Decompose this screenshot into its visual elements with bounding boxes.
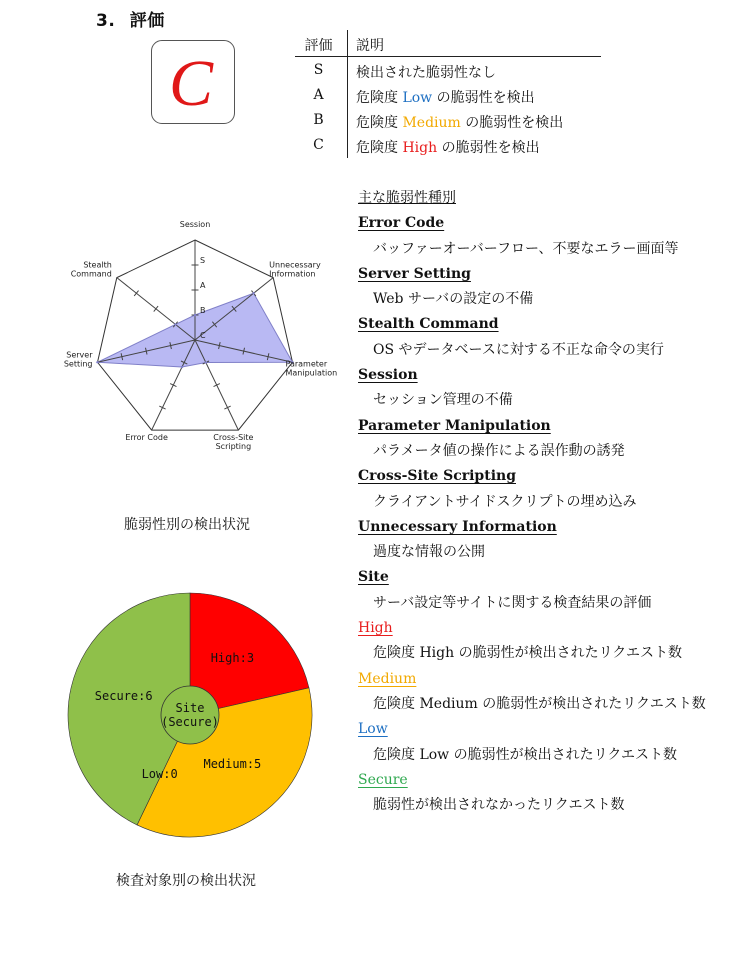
radar-scale-label: B — [200, 306, 206, 315]
radar-data-point — [174, 323, 176, 325]
radar-axis-label-line: Unnecessary — [269, 260, 321, 270]
legend-term: Cross-Site Scripting — [358, 468, 516, 485]
radar-axis-label — [269, 261, 321, 279]
rating-table-header — [295, 30, 601, 57]
pie-center-label: Site — [175, 701, 205, 715]
rating-description — [356, 137, 540, 157]
legend-description: 危険度 Low の脆弱性が検出されたリクエスト数 — [373, 746, 678, 763]
severity-word: Low — [402, 90, 433, 106]
section-heading — [96, 6, 165, 31]
radar-scale-label: S — [200, 256, 206, 265]
radar-axis-label — [125, 433, 168, 442]
radar-data-point — [181, 366, 183, 368]
rating-description — [356, 87, 535, 107]
legend-description: パラメータ値の操作による誤作動の誘発 — [373, 442, 625, 459]
pie-center-label: (Secure) — [161, 715, 219, 729]
rating-description — [356, 62, 496, 82]
pie-slice-label: Medium:5 — [203, 757, 262, 772]
radar-axis-label-line: Session — [179, 220, 211, 229]
rating-grade: B — [313, 112, 324, 128]
vulnerability-legend — [358, 186, 728, 818]
radar-axis-label-line: Setting — [63, 359, 93, 369]
radar-scale-label: C — [200, 331, 206, 340]
legend-term: Low — [358, 721, 388, 738]
rating-description — [356, 112, 563, 132]
radar-data-point — [194, 314, 196, 316]
severity-word: Medium — [402, 115, 461, 131]
radar-axis-label — [71, 261, 112, 279]
legend-description: サーバ設定等サイトに関する検査結果の評価 — [373, 594, 652, 611]
pie-slice-label: High:3 — [210, 650, 255, 665]
rating-table-row — [295, 107, 601, 132]
rating-grade: A — [313, 87, 324, 103]
overall-grade-letter: C — [168, 47, 214, 120]
legend-description: 過度な情報の公開 — [373, 544, 485, 561]
radar-axis-label-line: Stealth — [83, 260, 112, 270]
radar-chart-caption: 脆弱性別の検出状況 — [124, 517, 250, 533]
legend-description: クライアントサイドスクリプトの埋め込み — [373, 493, 637, 510]
radar-tick — [154, 306, 158, 311]
legend-term: Medium — [358, 670, 417, 687]
rating-table — [295, 30, 601, 157]
legend-description: 脆弱性が検出されなかったリクエスト数 — [373, 797, 625, 814]
severity-word: High — [402, 140, 438, 156]
description-text: 危険度 — [356, 140, 403, 156]
radar-tick — [134, 291, 138, 296]
radar-axis-label — [180, 220, 211, 229]
legend-description: Web サーバの設定の不備 — [373, 291, 534, 308]
rating-table-row — [295, 57, 601, 82]
rating-table-row — [295, 132, 601, 157]
overall-grade-badge — [151, 40, 235, 124]
radar-axis-label-line: Manipulation — [285, 368, 338, 378]
radar-data-point — [252, 292, 254, 294]
rating-grade: C — [313, 137, 324, 153]
description-text: の脆弱性を検出 — [437, 140, 540, 156]
rating-grade: S — [313, 62, 324, 78]
rating-header-grade: 評価 — [304, 38, 333, 54]
rating-table-row — [295, 82, 601, 107]
legend-description: セッション管理の不備 — [373, 392, 513, 409]
legend-description: 危険度 High の脆弱性が検出されたリクエスト数 — [373, 645, 683, 662]
description-text: 危険度 — [356, 90, 403, 106]
legend-term: Secure — [358, 771, 408, 788]
legend-heading: 主な脆弱性種別 — [358, 190, 456, 206]
pie-slice-label: Secure:6 — [94, 688, 153, 703]
legend-description: 危険度 Medium の脆弱性が検出されたリクエスト数 — [373, 695, 706, 712]
radar-scale-label: A — [200, 281, 206, 290]
radar-axis-label-line: Error Code — [125, 433, 168, 443]
radar-axis-label — [213, 433, 253, 451]
radar-axis-label-line: Cross-Site — [213, 433, 254, 443]
pie-slice-label: Low:0 — [141, 767, 178, 782]
radar-axis-label-line: Parameter — [285, 359, 328, 369]
legend-term: Site — [358, 569, 389, 586]
legend-description: バッファーオーバーフロー、不要なエラー画面等 — [373, 240, 679, 257]
radar-axis-label-line: Information — [269, 269, 316, 279]
legend-term: Unnecessary Information — [358, 518, 557, 535]
legend-term: Parameter Manipulation — [358, 417, 551, 434]
legend-term: Error Code — [358, 215, 445, 232]
site-pie-chart — [60, 585, 320, 845]
description-text: 危険度 — [356, 115, 403, 131]
radar-data-point — [96, 361, 98, 363]
radar-axis-label-line: Server — [66, 350, 93, 360]
section-title: 評価 — [129, 11, 165, 31]
legend-term: Session — [358, 367, 418, 384]
radar-data-point — [205, 361, 207, 363]
section-number: 3. — [96, 11, 116, 31]
description-text: の脆弱性を検出 — [432, 90, 535, 106]
rating-header-description: 説明 — [356, 38, 384, 54]
legend-term: Server Setting — [358, 265, 471, 282]
vulnerability-radar-chart — [30, 220, 350, 460]
description-text: の脆弱性を検出 — [460, 115, 564, 131]
radar-axis-label — [285, 359, 337, 377]
pie-chart-caption: 検査対象別の検出状況 — [116, 873, 256, 889]
legend-description: OS やデータベースに対する不正な命令の実行 — [373, 341, 664, 358]
legend-term: Stealth Command — [358, 316, 499, 333]
radar-axis-label-line: Scripting — [215, 442, 252, 452]
radar-axis-label-line: Command — [70, 269, 112, 279]
legend-term: High — [358, 620, 393, 637]
radar-axis-label — [64, 350, 93, 368]
description-text: 検出された脆弱性なし — [356, 65, 496, 81]
